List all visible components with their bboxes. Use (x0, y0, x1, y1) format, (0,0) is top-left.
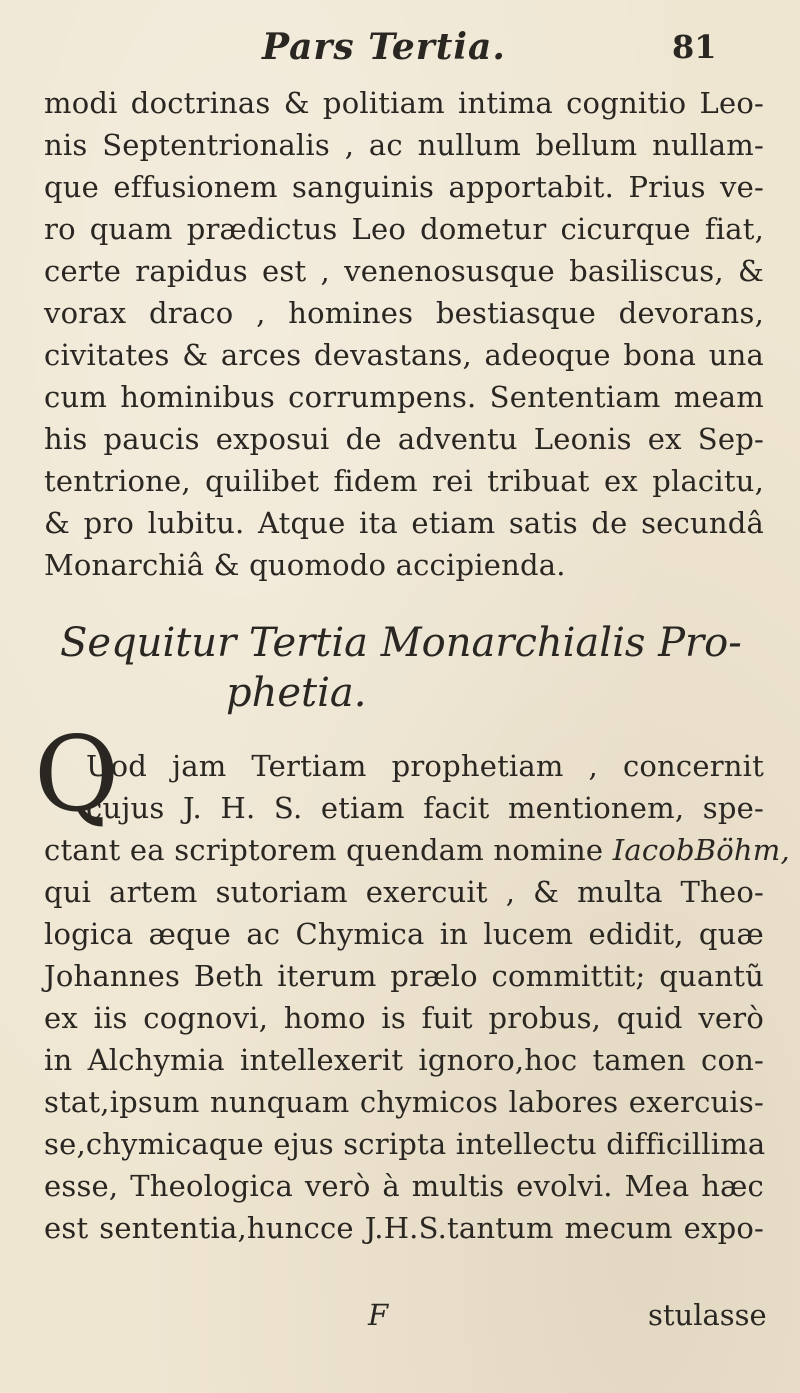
text-line: ex iis cognovi, homo is fuit probus, quid verò (44, 1001, 764, 1035)
text-line: certe rapidus est , venenosusque basiliscus, & (44, 254, 764, 288)
text-line: qui artem sutoriam exercuit , & multa Theo- (44, 875, 764, 909)
page-footer (0, 1294, 800, 1336)
drop-cap: Q (34, 713, 120, 835)
text-line: se,chymicaque ejus scripta intellectu difficillima (44, 1127, 766, 1161)
running-head (0, 22, 800, 72)
section-heading-line: Sequitur Tertia Monarchialis Pro- (60, 620, 742, 666)
text-line: Monarchiâ & quomodo accipienda. (44, 548, 566, 582)
text-line: Johannes Beth iterum prælo committit; quantũ (44, 959, 764, 993)
author-name: IacobBöhm, (612, 833, 790, 867)
text-line: civitates & arces devastans, adeoque bona una (44, 338, 764, 372)
text-line: in Alchymia intellexerit ignoro,hoc tamen con- (44, 1043, 764, 1077)
text-line: ro quam prædictus Leo dometur cicurque fiat, (44, 212, 764, 246)
text-line: cum hominibus corrumpens. Sententiam meam (44, 380, 764, 414)
running-title: Pars Tertia. (262, 26, 506, 68)
signature-mark: F (368, 1298, 389, 1332)
text-line: & pro lubitu. Atque ita etiam satis de secundâ (44, 506, 764, 540)
text-line: que effusionem sanguinis apportabit. Prius ve- (44, 170, 764, 204)
paragraph-2 (44, 745, 790, 1249)
text-line: modi doctrinas & politiam intima cognitio Leo- (44, 86, 764, 120)
page-number: 81 (672, 28, 717, 66)
section-heading-line: phetia. (226, 670, 367, 716)
text-line: vorax draco , homines bestiasque devorans, (44, 296, 764, 330)
text-line: nis Septentrionalis , ac nullum bellum nullam- (44, 128, 764, 162)
text-line: logica æque ac Chymica in lucem edidit, quæ (44, 917, 764, 951)
text-line: Uod jam Tertiam prophetiam , concernit (86, 749, 764, 783)
text-line: tentrione, quilibet fidem rei tribuat ex placitu, (44, 464, 764, 498)
text-line: esse, Theologica verò à multis evolvi. Mea hæc (44, 1169, 764, 1203)
text-line: cujus J. H. S. etiam facit mentionem, spe- (86, 791, 764, 825)
text-segment: ctant ea scriptorem quendam nomine (44, 833, 613, 867)
text-line (44, 829, 790, 871)
paragraph-1 (44, 82, 764, 586)
catchword: stulasse (648, 1298, 767, 1332)
text-line: his paucis exposui de adventu Leonis ex Sep- (44, 422, 764, 456)
text-line: est sententia,huncce J.H.S.tantum mecum expo- (44, 1211, 764, 1245)
text-line: stat,ipsum nunquam chymicos labores exercuis- (44, 1085, 764, 1119)
section-heading (60, 618, 760, 718)
